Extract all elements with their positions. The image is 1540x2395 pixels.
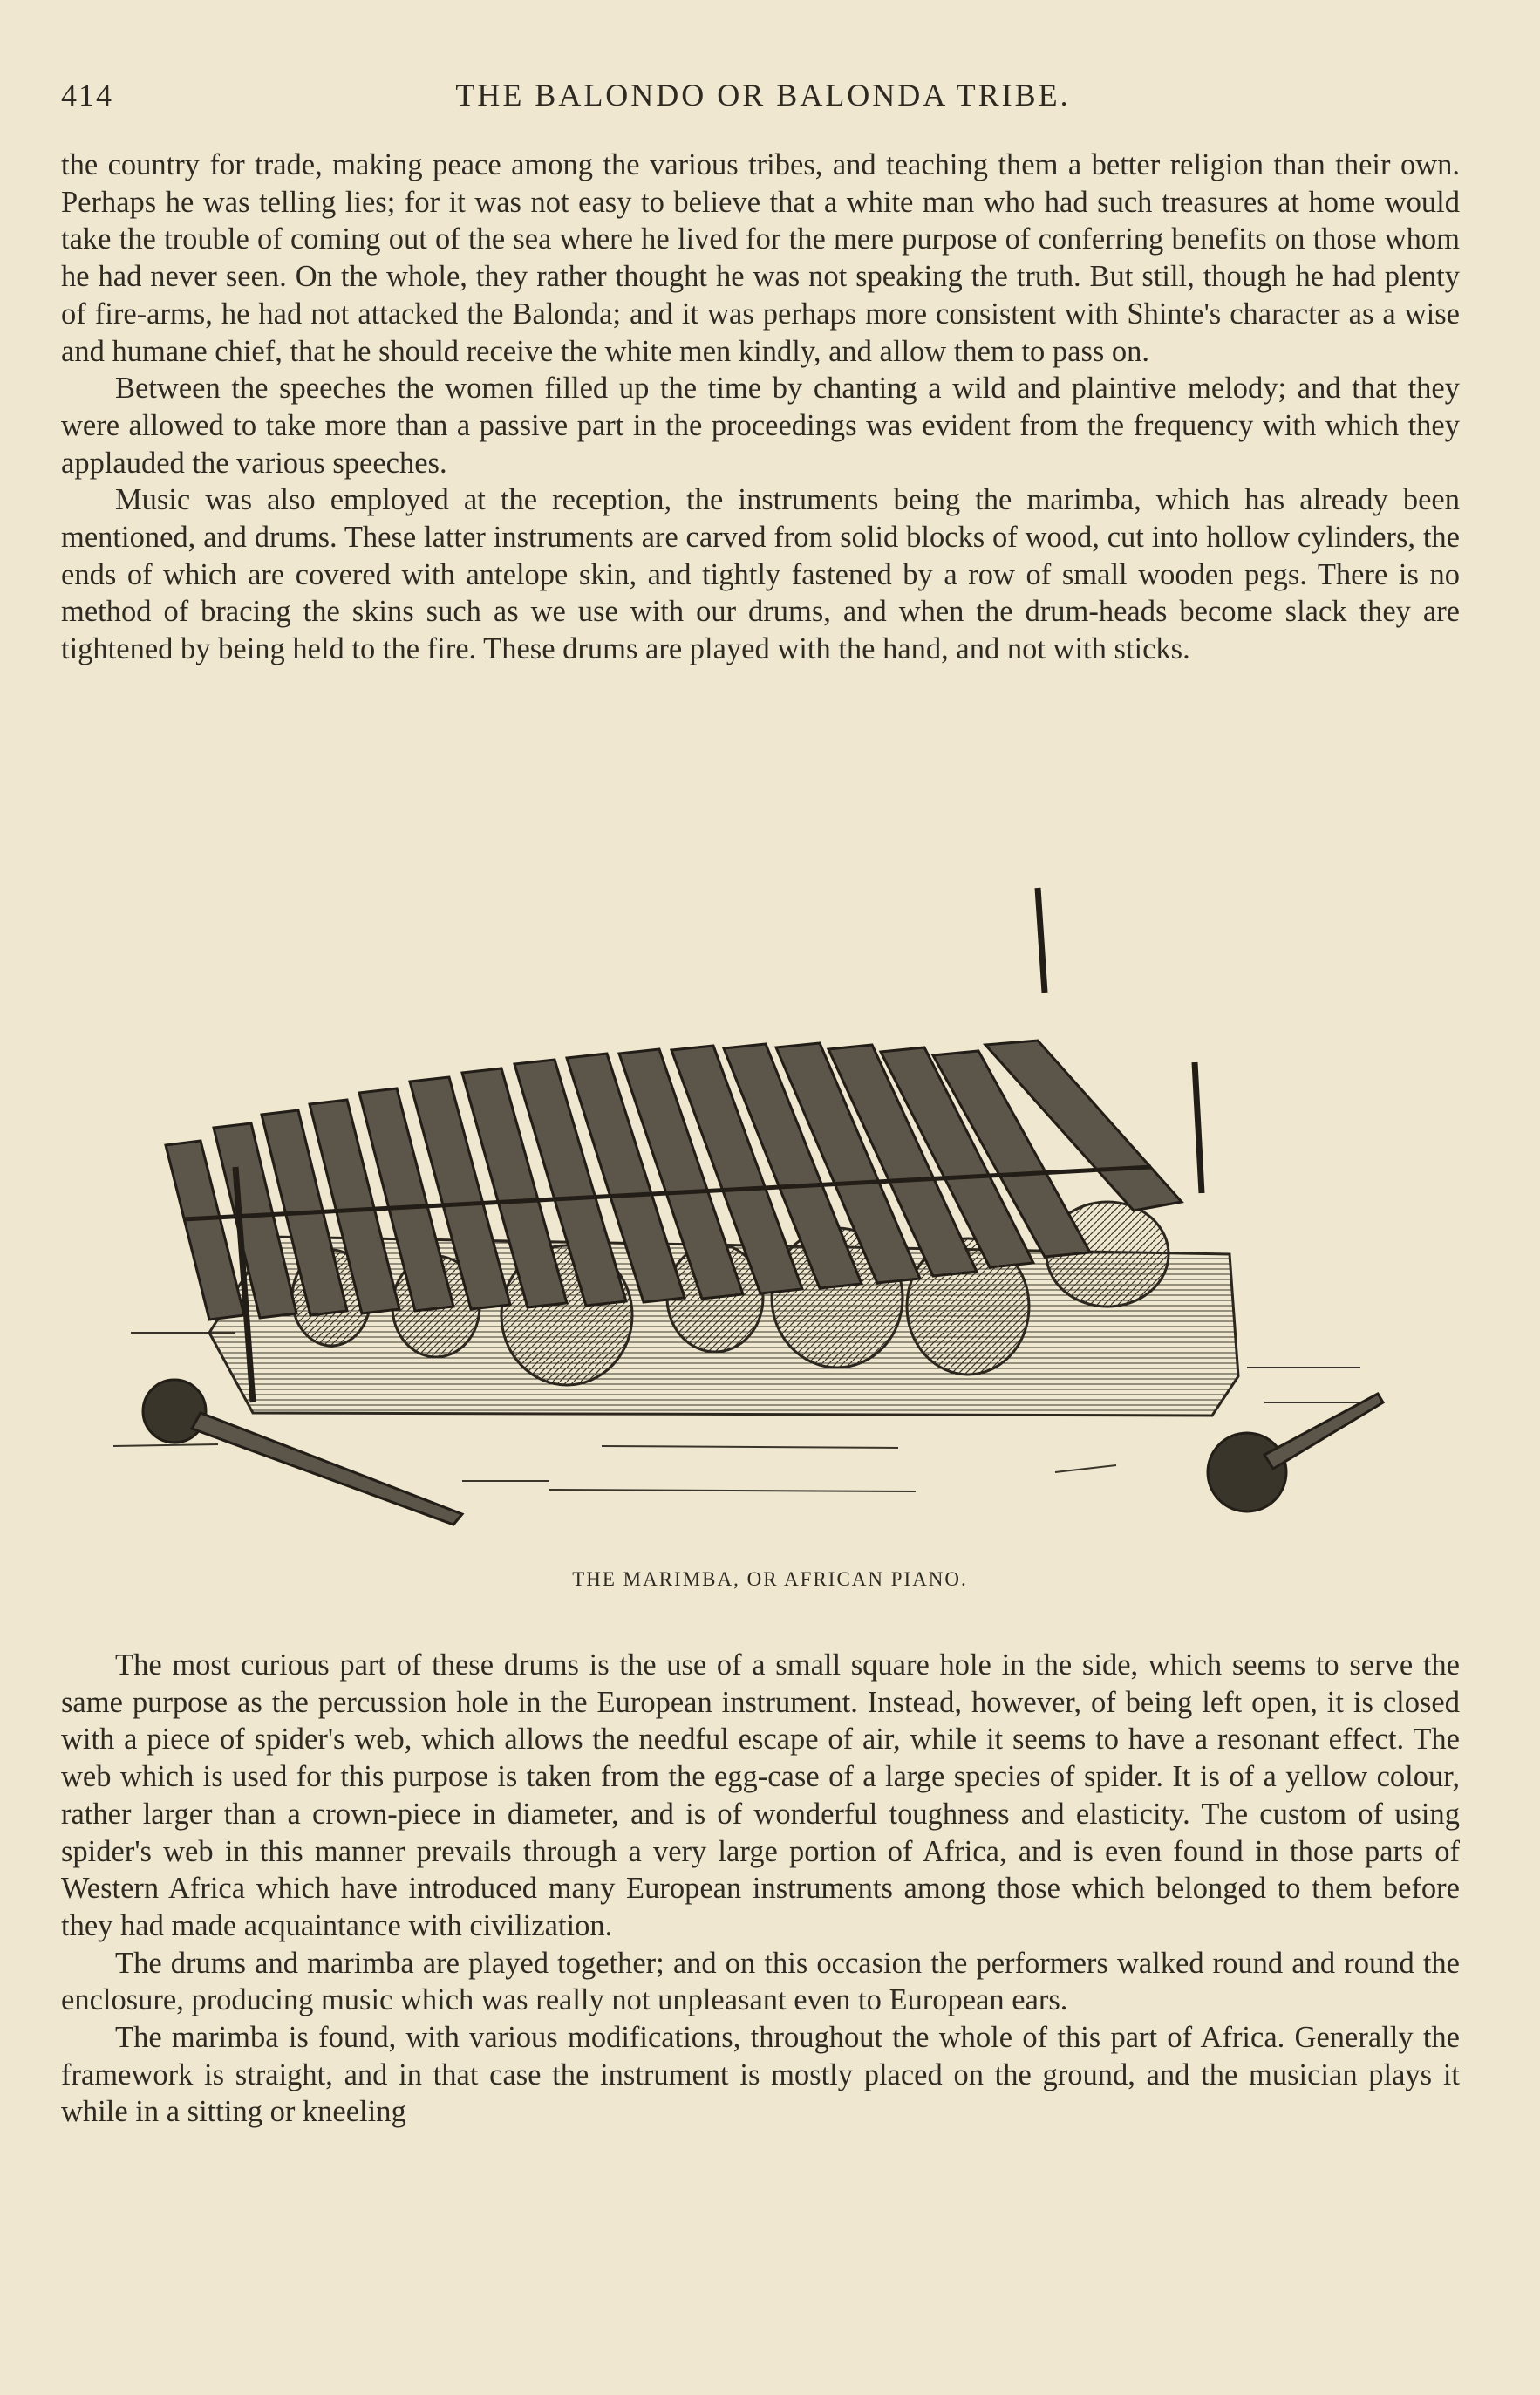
marimba-illustration [113, 879, 1395, 1542]
marimba-engraving [113, 879, 1395, 1542]
figure-caption: THE MARIMBA, OR AFRICAN PIANO. [572, 1568, 968, 1590]
running-head [61, 77, 1465, 120]
paragraph-spider-web: The most curious part of these drums is the use of a small square hole in the side, which seems to serve the same purpose as the percussion hole in the European instrument. Instead, however, of being left open, it is closed with a piece of spider's web, which allows the needful escape of air, while it seems to have a resonant effect. The web which is used for this purpose is taken from the egg-case of a large species of spider. It is of a yellow colour, rather larger than a crown-piece in diameter, and is of wonderful toughness and elasticity. The custom of using spider's web in this manner prevails through a very large portion of Africa, and is even found in those parts of Western Africa which have introduced many European instruments among those which belonged to them before they had made acquaintance with civilization. [61, 1648, 1460, 1942]
bottom-text-block [61, 1647, 1460, 2131]
paragraph-marimba-modifications: The marimba is found, with various modifications, throughout the whole of this part of Africa. Generally the framework is straight, and in that case the instrument is mostly placed on the ground, and the musician plays it while in a sitting or kneeling [61, 2021, 1460, 2129]
paragraph-played-together: The drums and marimba are played together; and on this occasion the performers walked round and round the enclosure, producing music which was really not unpleasant even to European ears. [61, 1946, 1460, 2017]
paragraph-women-chanting: Between the speeches the women filled up the time by chanting a wild and plaintive melody; and that they were allowed to take more than a passive part in the proceedings was evident from the frequency with which they applauded the various speeches. [61, 372, 1460, 480]
mallet-right [1208, 1394, 1383, 1511]
paragraph-music-drums: Music was also employed at the reception, the instruments being the marimba, which has already been mentioned, and drums. These latter instruments are carved from solid blocks of wood, cut into hollow cylinders, the ends of which are covered with antelope skin, and tightly fastened by a row of small wooden pegs. There is no method of bracing the skins such as we use with our drums, and when the drum-heads become slack they are tightened by being held to the fire. These drums are played with the hand, and not with sticks. [61, 483, 1460, 666]
top-text-block [61, 147, 1460, 668]
running-title: THE BALONDO OR BALONDA TRIBE. [455, 78, 1071, 113]
paragraph-continued: the country for trade, making peace among the various tribes, and teaching them a better religion than their own. Perhaps he was telling lies; for it was not easy to believe that a white man who had such treasures at home would take the trouble of coming out of the sea where he lived for the mere purpose of conferring benefits on those whom he had never seen. On the whole, they rather thought he was not speaking the truth. But still, though he had plenty of fire-arms, he had not attacked the Balonda; and it was perhaps more consistent with Shinte's character as a wise and humane chief, that he should receive the white men kindly, and allow them to pass on. [61, 148, 1460, 368]
page-number: 414 [61, 78, 113, 113]
